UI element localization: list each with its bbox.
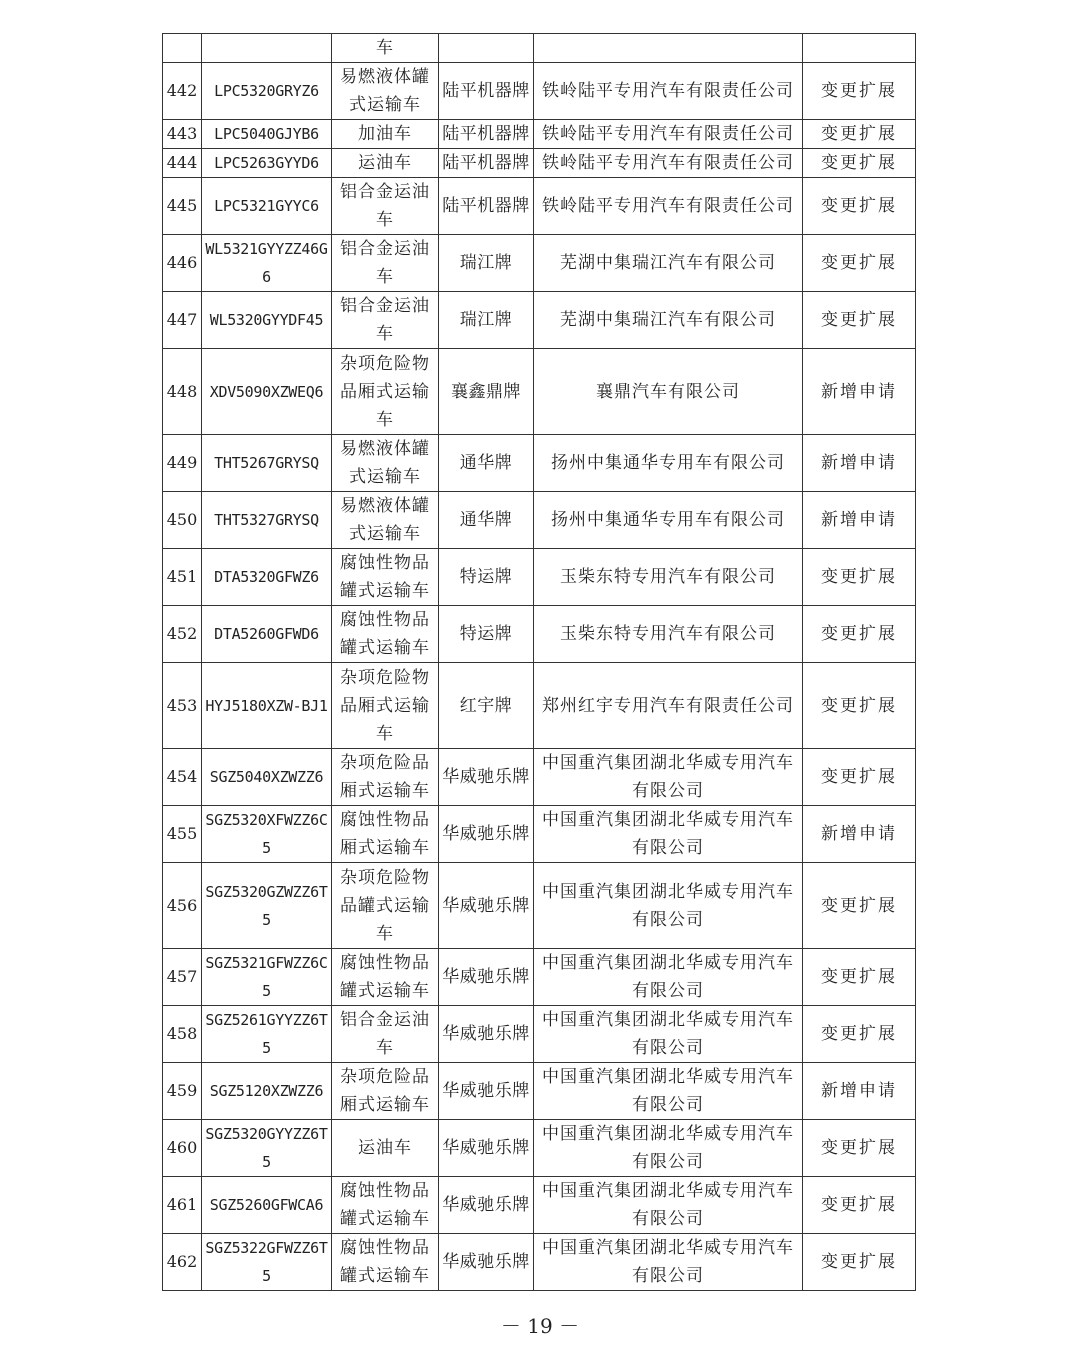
vehicle-name: 杂项危险物品厢式运输车 (340, 667, 430, 744)
company-name: 铁岭陆平专用汽车有限责任公司 (542, 153, 794, 173)
model-code: SGZ5261GYYZZ6T5 (205, 1011, 328, 1057)
table-row (163, 1177, 916, 1234)
company-name: 铁岭陆平专用汽车有限责任公司 (542, 81, 794, 101)
application-type-cell (803, 1177, 916, 1234)
brand-name-cell (439, 120, 534, 149)
model-code-cell (202, 549, 332, 606)
vehicle-name-cell (332, 63, 439, 120)
brand-name-cell (439, 149, 534, 178)
table-row (163, 349, 916, 435)
row-number-cell (163, 549, 202, 606)
application-type-cell (803, 235, 916, 292)
company-name-cell (534, 435, 803, 492)
brand-name: 特运牌 (459, 624, 513, 644)
vehicle-name-cell (332, 1120, 439, 1177)
row-number-cell (163, 149, 202, 178)
table-row (163, 1234, 916, 1291)
row-number: 449 (166, 453, 198, 472)
table-row (163, 949, 916, 1006)
company-name: 中国重汽集团湖北华威专用汽车有限公司 (542, 1010, 794, 1058)
company-name-cell (534, 606, 803, 663)
row-number-cell (163, 120, 202, 149)
vehicle-name: 铝合金运油车 (340, 239, 430, 287)
vehicle-name-cell (332, 949, 439, 1006)
vehicle-name: 腐蚀性物品厢式运输车 (340, 810, 430, 858)
vehicle-name: 运油车 (358, 153, 412, 173)
company-name-cell (534, 1006, 803, 1063)
brand-name: 通华牌 (459, 453, 513, 473)
row-number: 450 (166, 510, 198, 529)
row-number-cell (163, 435, 202, 492)
row-number: 462 (166, 1252, 198, 1271)
vehicle-name-cell (332, 863, 439, 949)
vehicle-name-cell (332, 606, 439, 663)
row-number: 457 (166, 967, 198, 986)
application-type-cell (803, 1234, 916, 1291)
brand-name-cell (439, 235, 534, 292)
company-name: 扬州中集通华专用车有限公司 (551, 453, 785, 473)
vehicle-name: 腐蚀性物品罐式运输车 (340, 610, 430, 658)
table-row (163, 120, 916, 149)
row-number-cell (163, 1234, 202, 1291)
table-row (163, 1063, 916, 1120)
table-row (163, 1006, 916, 1063)
table-body (163, 34, 916, 1291)
brand-name: 华威驰乐牌 (442, 1024, 530, 1044)
application-type: 变更扩展 (821, 967, 897, 987)
vehicle-name-cell (332, 120, 439, 149)
row-number: 443 (166, 124, 198, 143)
model-code-cell (202, 806, 332, 863)
model-code-cell (202, 178, 332, 235)
brand-name: 陆平机器牌 (442, 124, 530, 144)
vehicle-name-cell (332, 235, 439, 292)
vehicle-name: 腐蚀性物品罐式运输车 (340, 1238, 430, 1286)
model-code-cell (202, 492, 332, 549)
company-name-cell (534, 1177, 803, 1234)
model-code: THT5267GRYSQ (214, 454, 319, 472)
company-name-cell (534, 549, 803, 606)
company-name: 芜湖中集瑞江汽车有限公司 (560, 253, 776, 273)
table-row (163, 492, 916, 549)
application-type: 变更扩展 (821, 1195, 897, 1215)
company-name: 中国重汽集团湖北华威专用汽车有限公司 (542, 1067, 794, 1115)
model-code: SGZ5120XZWZZ6 (209, 1082, 324, 1100)
brand-name-cell (439, 663, 534, 749)
vehicle-name-cell (332, 663, 439, 749)
row-number-cell (163, 1063, 202, 1120)
company-name-cell (534, 1120, 803, 1177)
application-type-cell (803, 1063, 916, 1120)
vehicle-name-cell (332, 292, 439, 349)
application-type: 变更扩展 (821, 153, 897, 173)
application-type-cell (803, 292, 916, 349)
application-type: 新增申请 (821, 510, 897, 530)
brand-name-cell (439, 863, 534, 949)
company-name-cell (534, 292, 803, 349)
application-type: 变更扩展 (821, 81, 897, 101)
application-type-cell (803, 178, 916, 235)
application-type: 变更扩展 (821, 895, 897, 916)
application-type: 变更扩展 (821, 310, 897, 330)
brand-name: 陆平机器牌 (442, 81, 530, 101)
vehicle-name: 腐蚀性物品罐式运输车 (340, 553, 430, 601)
brand-name-cell (439, 749, 534, 806)
vehicle-name: 铝合金运油车 (340, 1010, 430, 1058)
brand-name: 华威驰乐牌 (442, 1081, 530, 1101)
row-number: 448 (166, 381, 198, 401)
row-number-cell (163, 1177, 202, 1234)
model-code-cell (202, 120, 332, 149)
vehicle-name-cell (332, 435, 439, 492)
row-number: 446 (166, 253, 198, 272)
vehicle-name-cell (332, 1063, 439, 1120)
row-number-cell (163, 806, 202, 863)
application-type-cell (803, 149, 916, 178)
model-code-cell (202, 1006, 332, 1063)
company-name-cell (534, 149, 803, 178)
row-number: 444 (166, 153, 198, 172)
company-name: 郑州红宇专用汽车有限责任公司 (542, 695, 794, 716)
model-code-cell (202, 235, 332, 292)
row-number-cell (163, 34, 202, 63)
model-code: THT5327GRYSQ (214, 511, 319, 529)
model-code: SGZ5260GFWCA6 (209, 1196, 324, 1214)
vehicle-name-cell (332, 492, 439, 549)
application-type: 变更扩展 (821, 567, 897, 587)
model-code-cell (202, 1234, 332, 1291)
row-number-cell (163, 1006, 202, 1063)
vehicle-name-cell (332, 149, 439, 178)
brand-name: 华威驰乐牌 (442, 1138, 530, 1158)
row-number-cell (163, 863, 202, 949)
model-code: XDV5090XZWEQ6 (209, 382, 324, 401)
company-name-cell (534, 492, 803, 549)
row-number: 453 (166, 695, 198, 715)
table-row (163, 292, 916, 349)
model-code-cell (202, 349, 332, 435)
brand-name-cell (439, 435, 534, 492)
brand-name: 华威驰乐牌 (442, 967, 530, 987)
application-type: 新增申请 (821, 381, 897, 402)
brand-name-cell (439, 1063, 534, 1120)
row-number-cell (163, 292, 202, 349)
application-type: 变更扩展 (821, 1138, 897, 1158)
row-number-cell (163, 1120, 202, 1177)
brand-name-cell (439, 949, 534, 1006)
row-number-cell (163, 606, 202, 663)
application-type-cell (803, 120, 916, 149)
vehicle-name-cell (332, 549, 439, 606)
application-type-cell (803, 63, 916, 120)
company-name: 中国重汽集团湖北华威专用汽车有限公司 (542, 1238, 794, 1286)
application-type-cell (803, 1120, 916, 1177)
model-code-cell (202, 1120, 332, 1177)
table-row (163, 606, 916, 663)
model-code: WL5320GYYDF45 (209, 311, 324, 329)
application-type: 新增申请 (821, 1081, 897, 1101)
application-type: 变更扩展 (821, 196, 897, 216)
vehicle-name: 杂项危险品厢式运输车 (340, 1067, 430, 1115)
company-name-cell (534, 1063, 803, 1120)
row-number: 454 (166, 767, 198, 786)
company-name-cell (534, 349, 803, 435)
model-code-cell (202, 34, 332, 63)
brand-name-cell (439, 1177, 534, 1234)
vehicle-name: 运油车 (358, 1138, 412, 1158)
vehicle-name: 铝合金运油车 (340, 296, 430, 344)
company-name: 中国重汽集团湖北华威专用汽车有限公司 (542, 953, 794, 1001)
company-name: 襄鼎汽车有限公司 (596, 381, 740, 402)
application-type: 变更扩展 (821, 1024, 897, 1044)
company-name: 中国重汽集团湖北华威专用汽车有限公司 (542, 881, 794, 930)
vehicle-name: 易燃液体罐式运输车 (340, 67, 430, 115)
table-row (163, 435, 916, 492)
brand-name: 华威驰乐牌 (442, 1195, 530, 1215)
brand-name: 华威驰乐牌 (442, 824, 530, 844)
row-number-cell (163, 663, 202, 749)
vehicle-name-cell (332, 1177, 439, 1234)
vehicle-name: 铝合金运油车 (340, 182, 430, 230)
application-type-cell (803, 349, 916, 435)
row-number: 455 (166, 824, 198, 843)
company-name-cell (534, 34, 803, 63)
brand-name: 华威驰乐牌 (442, 895, 530, 916)
row-number: 452 (166, 624, 198, 643)
vehicle-name-cell (332, 1234, 439, 1291)
model-code-cell (202, 606, 332, 663)
company-name-cell (534, 235, 803, 292)
company-name: 中国重汽集团湖北华威专用汽车有限公司 (542, 1124, 794, 1172)
vehicle-name: 易燃液体罐式运输车 (340, 496, 430, 544)
company-name: 芜湖中集瑞江汽车有限公司 (560, 310, 776, 330)
application-type: 变更扩展 (821, 1252, 897, 1272)
table-row (163, 34, 916, 63)
company-name: 铁岭陆平专用汽车有限责任公司 (542, 124, 794, 144)
company-name-cell (534, 806, 803, 863)
vehicle-name-cell (332, 806, 439, 863)
row-number: 459 (166, 1081, 198, 1100)
model-code: SGZ5040XZWZZ6 (209, 768, 324, 786)
model-code: SGZ5321GFWZZ6C5 (205, 954, 328, 1000)
vehicle-name: 杂项危险物品罐式运输车 (340, 867, 430, 944)
row-number-cell (163, 235, 202, 292)
brand-name: 瑞江牌 (459, 253, 513, 273)
vehicle-name-cell (332, 34, 439, 63)
application-type-cell (803, 606, 916, 663)
brand-name-cell (439, 492, 534, 549)
vehicle-name-cell (332, 1006, 439, 1063)
application-type-cell (803, 34, 916, 63)
company-name-cell (534, 863, 803, 949)
vehicle-name: 腐蚀性物品罐式运输车 (340, 953, 430, 1001)
application-type: 变更扩展 (821, 695, 897, 716)
model-code: DTA5320GFWZ6 (214, 568, 319, 586)
brand-name-cell (439, 806, 534, 863)
brand-name: 襄鑫鼎牌 (451, 381, 521, 402)
model-code-cell (202, 63, 332, 120)
application-type: 变更扩展 (821, 624, 897, 644)
model-code: SGZ5322GFWZZ6T5 (205, 1239, 328, 1285)
brand-name-cell (439, 63, 534, 120)
model-code: HYJ5180XZW-BJ1 (205, 696, 328, 715)
application-type-cell (803, 1006, 916, 1063)
brand-name: 红宇牌 (459, 695, 513, 716)
table-row (163, 235, 916, 292)
table-row (163, 749, 916, 806)
brand-name-cell (439, 606, 534, 663)
model-code: SGZ5320GZWZZ6T5 (205, 882, 328, 929)
row-number: 461 (166, 1195, 198, 1214)
model-code: LPC5320GRYZ6 (214, 82, 319, 100)
row-number-cell (163, 492, 202, 549)
row-number: 447 (166, 310, 198, 329)
company-name-cell (534, 178, 803, 235)
application-type: 新增申请 (821, 824, 897, 844)
brand-name-cell (439, 349, 534, 435)
brand-name: 陆平机器牌 (442, 196, 530, 216)
brand-name-cell (439, 34, 534, 63)
company-name: 玉柴东特专用汽车有限公司 (560, 567, 776, 587)
row-number: 458 (166, 1024, 198, 1043)
model-code: DTA5260GFWD6 (214, 625, 319, 643)
brand-name-cell (439, 1006, 534, 1063)
model-code: LPC5040GJYB6 (214, 125, 319, 143)
table-row (163, 63, 916, 120)
brand-name: 瑞江牌 (459, 310, 513, 330)
company-name-cell (534, 1234, 803, 1291)
model-code: SGZ5320XFWZZ6C5 (205, 811, 328, 857)
row-number-cell (163, 178, 202, 235)
application-type-cell (803, 863, 916, 949)
row-number: 456 (166, 895, 198, 915)
model-code-cell (202, 435, 332, 492)
vehicle-table (162, 33, 916, 1291)
table-row (163, 863, 916, 949)
company-name-cell (534, 120, 803, 149)
vehicle-name-cell (332, 178, 439, 235)
table-row (163, 178, 916, 235)
vehicle-name: 易燃液体罐式运输车 (340, 439, 430, 487)
table-row (163, 806, 916, 863)
brand-name: 通华牌 (459, 510, 513, 530)
application-type-cell (803, 549, 916, 606)
company-name-cell (534, 749, 803, 806)
model-code-cell (202, 663, 332, 749)
application-type: 变更扩展 (821, 253, 897, 273)
application-type-cell (803, 806, 916, 863)
brand-name: 陆平机器牌 (442, 153, 530, 173)
brand-name-cell (439, 178, 534, 235)
brand-name: 特运牌 (459, 567, 513, 587)
company-name: 玉柴东特专用汽车有限公司 (560, 624, 776, 644)
vehicle-name: 腐蚀性物品罐式运输车 (340, 1181, 430, 1229)
model-code: LPC5263GYYD6 (214, 154, 319, 172)
vehicle-name: 杂项危险品厢式运输车 (340, 753, 430, 801)
row-number: 460 (166, 1138, 198, 1157)
company-name: 铁岭陆平专用汽车有限责任公司 (542, 196, 794, 216)
brand-name-cell (439, 1120, 534, 1177)
application-type-cell (803, 435, 916, 492)
brand-name: 华威驰乐牌 (442, 1252, 530, 1272)
row-number: 451 (166, 567, 198, 586)
model-code: LPC5321GYYC6 (214, 197, 319, 215)
row-number-cell (163, 63, 202, 120)
table-row (163, 549, 916, 606)
row-number-cell (163, 349, 202, 435)
row-number-cell (163, 949, 202, 1006)
application-type-cell (803, 949, 916, 1006)
company-name: 中国重汽集团湖北华威专用汽车有限公司 (542, 753, 794, 801)
table-row (163, 149, 916, 178)
table-row (163, 663, 916, 749)
company-name: 扬州中集通华专用车有限公司 (551, 510, 785, 530)
company-name: 中国重汽集团湖北华威专用汽车有限公司 (542, 1181, 794, 1229)
vehicle-name-cell (332, 349, 439, 435)
application-type: 新增申请 (821, 453, 897, 473)
application-type-cell (803, 492, 916, 549)
model-code-cell (202, 292, 332, 349)
application-type: 变更扩展 (821, 124, 897, 144)
model-code: WL5321GYYZZ46G6 (205, 240, 328, 286)
company-name-cell (534, 949, 803, 1006)
brand-name-cell (439, 292, 534, 349)
model-code-cell (202, 1063, 332, 1120)
model-code-cell (202, 149, 332, 178)
row-number: 445 (166, 196, 198, 215)
application-type-cell (803, 749, 916, 806)
model-code-cell (202, 949, 332, 1006)
model-code: SGZ5320GYYZZ6T5 (205, 1125, 328, 1171)
table-row (163, 1120, 916, 1177)
brand-name: 华威驰乐牌 (442, 767, 530, 787)
row-number-cell (163, 749, 202, 806)
model-code-cell (202, 863, 332, 949)
brand-name-cell (439, 549, 534, 606)
company-name: 中国重汽集团湖北华威专用汽车有限公司 (542, 810, 794, 858)
model-code-cell (202, 1177, 332, 1234)
vehicle-name-cell (332, 749, 439, 806)
vehicle-name: 加油车 (358, 124, 412, 144)
brand-name-cell (439, 1234, 534, 1291)
vehicle-name: 杂项危险物品厢式运输车 (340, 353, 430, 430)
page-number: － 19 － (500, 1314, 580, 1338)
application-type: 变更扩展 (821, 767, 897, 787)
application-type-cell (803, 663, 916, 749)
company-name-cell (534, 63, 803, 120)
vehicle-name: 车 (376, 38, 394, 58)
row-number: 442 (166, 81, 198, 100)
company-name-cell (534, 663, 803, 749)
model-code-cell (202, 749, 332, 806)
